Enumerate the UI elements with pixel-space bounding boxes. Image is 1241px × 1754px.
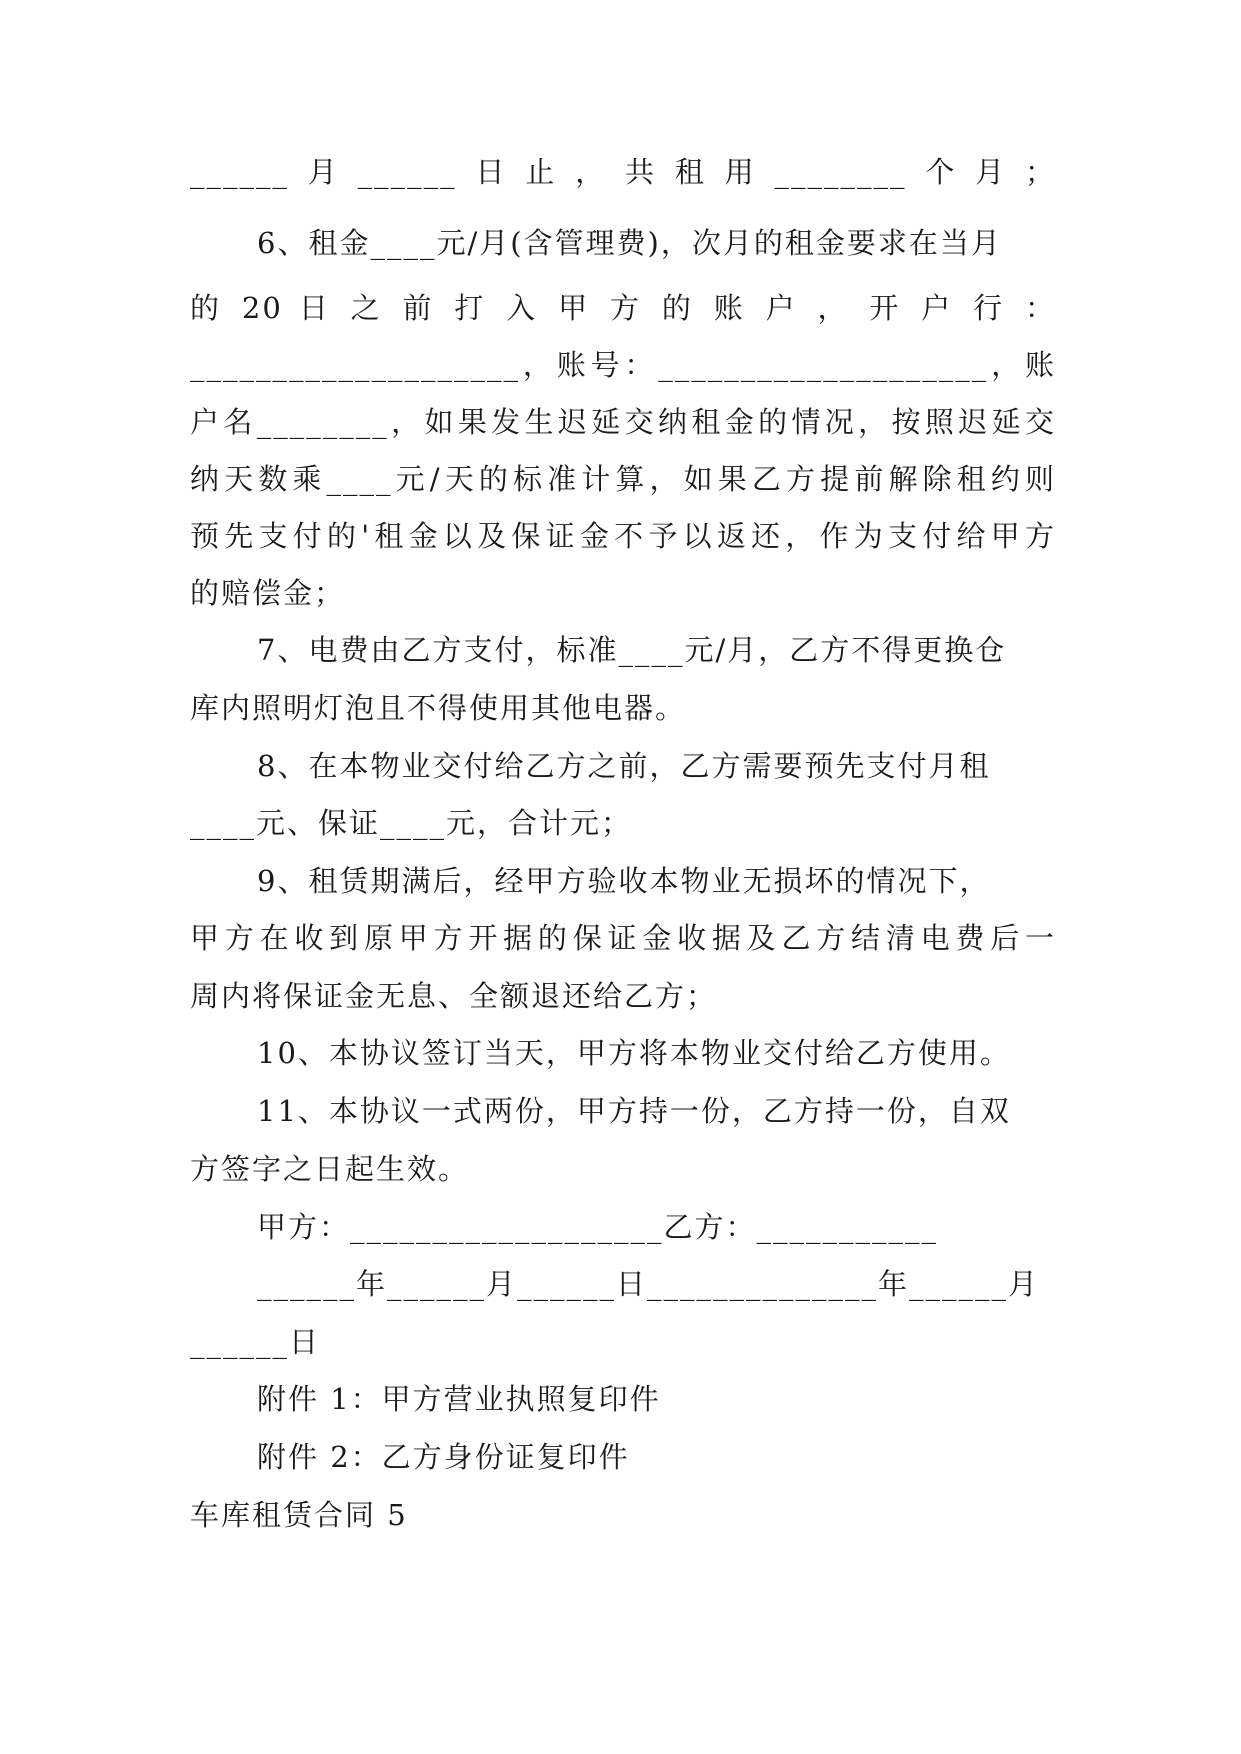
- text-line-clause-9-end: 周内将保证金无息、全额退还给乙方；: [190, 979, 718, 1013]
- attachment-1: 附件 1：甲方营业执照复印件: [257, 1382, 661, 1416]
- text-line-clause-10: 10、本协议签订当天，甲方将本物业交付给乙方使用。: [257, 1036, 1011, 1070]
- text-line-clause-8: 8、在本物业交付给乙方之前，乙方需要预先支付月租: [257, 749, 991, 783]
- text-line-lease-term-end: ______月______日止，共租用________个月；: [190, 155, 1056, 189]
- text-line-clause-7-end: 库内照明灯泡且不得使用其他电器。: [190, 691, 687, 725]
- text-line-clause-6-late-fee: 纳天数乘____元/天的标准计算，如果乙方提前解除租约则: [190, 462, 1056, 496]
- text-line-clause-11: 11、本协议一式两份，甲方持一份，乙方持一份，自双: [257, 1094, 1011, 1128]
- text-line-clause-6-deposit: 预先支付的'租金以及保证金不予以返还，作为支付给甲方: [190, 519, 1056, 553]
- text-line-clause-6: 6、租金____元/月(含管理费)，次月的租金要求在当月: [257, 226, 1002, 260]
- text-line-clause-6-account: 的 20 日 之 前 打 入 甲 方 的 账 户 ， 开 户 行 ：: [190, 291, 1056, 325]
- signature-dates-end: ______日: [190, 1325, 321, 1359]
- signature-parties: 甲方：___________________乙方：___________: [257, 1210, 939, 1244]
- text-line-clause-9-cont: 甲方在收到原甲方开据的保证金收据及乙方结清电费后一: [190, 921, 1056, 955]
- text-line-clause-7: 7、电费由乙方支付，标准____元/月，乙方不得更换仓: [257, 633, 1007, 667]
- text-line-clause-6-end: 的赔偿金；: [190, 576, 346, 610]
- text-line-clause-6-account-name: 户名________，如果发生迟延交纳租金的情况，按照迟延交: [190, 405, 1056, 439]
- text-line-clause-6-bank: ____________________，账号：____________________，账: [190, 348, 1056, 382]
- signature-dates: ______年______月______日______________年______月: [257, 1267, 1040, 1301]
- text-line-clause-11-end: 方签字之日起生效。: [190, 1152, 470, 1186]
- section-heading: 车库租赁合同 5: [190, 1498, 408, 1532]
- attachment-2: 附件 2：乙方身份证复印件: [257, 1440, 630, 1474]
- text-line-clause-8-end: ____元、保证____元，合计元；: [190, 806, 633, 840]
- text-line-clause-9: 9、租赁期满后，经甲方验收本物业无损坏的情况下，: [257, 864, 991, 898]
